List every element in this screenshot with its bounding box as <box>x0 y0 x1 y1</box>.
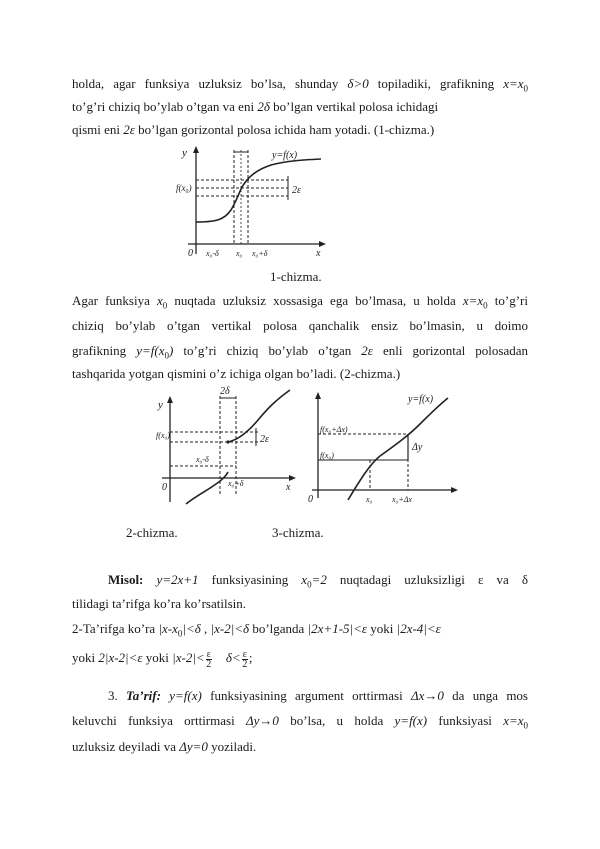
figure1-curve-label: y=f(x) <box>272 150 298 161</box>
figure2-y-label: y <box>158 399 163 411</box>
figure2-tick-left: x₀-δ <box>196 455 209 464</box>
fraction-1: $\frac{\varepsilon}{2}$ <box>206 648 212 670</box>
definition-line2: keluvchi funksiya orttirmasi Δy→0 bo’lsa, u holda y=f(x) funksiyasi $x=x_0$ <box>72 713 528 731</box>
figure1-x-arrow <box>319 241 326 247</box>
figure1-y-arrow <box>193 146 199 153</box>
figure2-caption: 2-chizma. <box>126 525 178 540</box>
definition-line3: uzluksiz deyiladi va Δy=0 yoziladi. <box>72 739 257 754</box>
paragraph1-line3: qismi eni 2ε bo’lgan gorizontal polosa ichida ham yotadi. (1-chizma.) <box>72 122 435 137</box>
figure3-y-arrow <box>315 392 321 399</box>
example-line4: yoki 2|x-2|<ε yoki |x-2|< $\frac{\varepsilon}{2}$ δ< $\frac{\varepsilon}{2}$ ; <box>72 648 253 670</box>
figure3-x-arrow <box>451 487 458 493</box>
figure3-tick-x0dx: x₀+Δx <box>392 495 412 504</box>
figure2-point <box>226 440 229 443</box>
example-line1: Misol: y=2x+1 funksiyasining $x_0=2$ nuqtadagi uzluksizligi ε va δ <box>108 572 529 590</box>
figure3-ftop-label: f(x₀+Δx) <box>320 425 348 434</box>
example-line2: tilidagi ta’rifga ko’ra ko’rsatilsin. <box>72 596 247 611</box>
figure2-y-arrow <box>167 396 173 403</box>
fraction-2: $\frac{\varepsilon}{2}$ <box>242 648 248 670</box>
figure3-origin: 0 <box>308 494 313 505</box>
figure1-caption: 1-chizma. <box>270 269 322 284</box>
figure3-flow-label: f(x₀) <box>320 451 334 460</box>
figure1-x-label: x <box>316 248 321 259</box>
paragraph2-line1: Agar funksiya $x_0$ nuqtada uzluksiz xossasiga ega bo’lmasa, u holda $x=x_0$ to’g’ri <box>72 293 528 311</box>
figure3-curve <box>348 398 448 500</box>
paragraph1-line2: to’g’ri chiziq bo’ylab o’tgan va eni 2δ bo’lgan vertikal polosa ichidagi <box>72 99 439 114</box>
figure2-origin: 0 <box>162 482 167 493</box>
paragraph1-line1: holda, agar funksiya uzluksiz bo’lsa, shunday δ>0 topiladiki, grafikning $x=x_0$ <box>72 76 529 94</box>
figure2-hband-label: 2ε <box>260 434 269 445</box>
figure2-x-label: x <box>286 482 291 493</box>
paragraph2-line2: chiziq bo’ylab o’tgan vertikal polosa qanchalik ensiz bo’lmasin, u doimo <box>72 318 528 333</box>
figure2-x-arrow <box>289 475 296 481</box>
figure3-caption: 3-chizma. <box>272 525 324 540</box>
figure3 <box>308 390 458 506</box>
figure2-curve-lower <box>186 472 228 504</box>
figure2-curve-upper <box>228 390 290 442</box>
figure2-fx0-label: f(x₀) <box>156 431 170 440</box>
paragraph2-line3: grafikning $y=f(x_0)$ to’g’ri chiziq bo’ylab o’tgan 2ε enli gorizontal polosadan <box>72 343 528 361</box>
figure1-tick-right: x₀+δ <box>252 249 268 258</box>
example-line3: 2-Ta’rifga ko’ra $|x-x_0|<\delta$ , |x-2|<δ bo’lganda |2x+1-5|<ε yoki |2x-4|<ε <box>72 621 441 639</box>
figure1-tick-left: x₀-δ <box>206 249 219 258</box>
figure2-vband-label: 2δ <box>220 386 230 397</box>
figure1-y-label: y <box>182 147 187 159</box>
figure1-curve <box>196 159 321 222</box>
paragraph2-line4: tashqarida yotgan qismini o’z ichiga olgan bo’ladi. (2-chizma.) <box>72 366 401 381</box>
definition-line1: 3. Ta’rif: y=f(x) funksiyasining argument orttirmasi Δx→0 da unga mos <box>108 688 528 703</box>
figure3-dy-label: Δy <box>412 442 423 453</box>
figure1 <box>176 146 326 264</box>
figure2 <box>156 386 296 504</box>
figure1-band-label: 2ε <box>292 185 301 196</box>
figure3-curve-label: y=f(x) <box>408 394 434 405</box>
figure1-tick-mid: x₀ <box>236 249 243 258</box>
figure2-tick-right: x₀+δ <box>228 479 244 488</box>
figure1-origin: 0 <box>188 248 193 259</box>
figure1-fx0-label: f(x₀) <box>176 183 192 193</box>
figure3-tick-x0: x₀ <box>366 495 373 504</box>
